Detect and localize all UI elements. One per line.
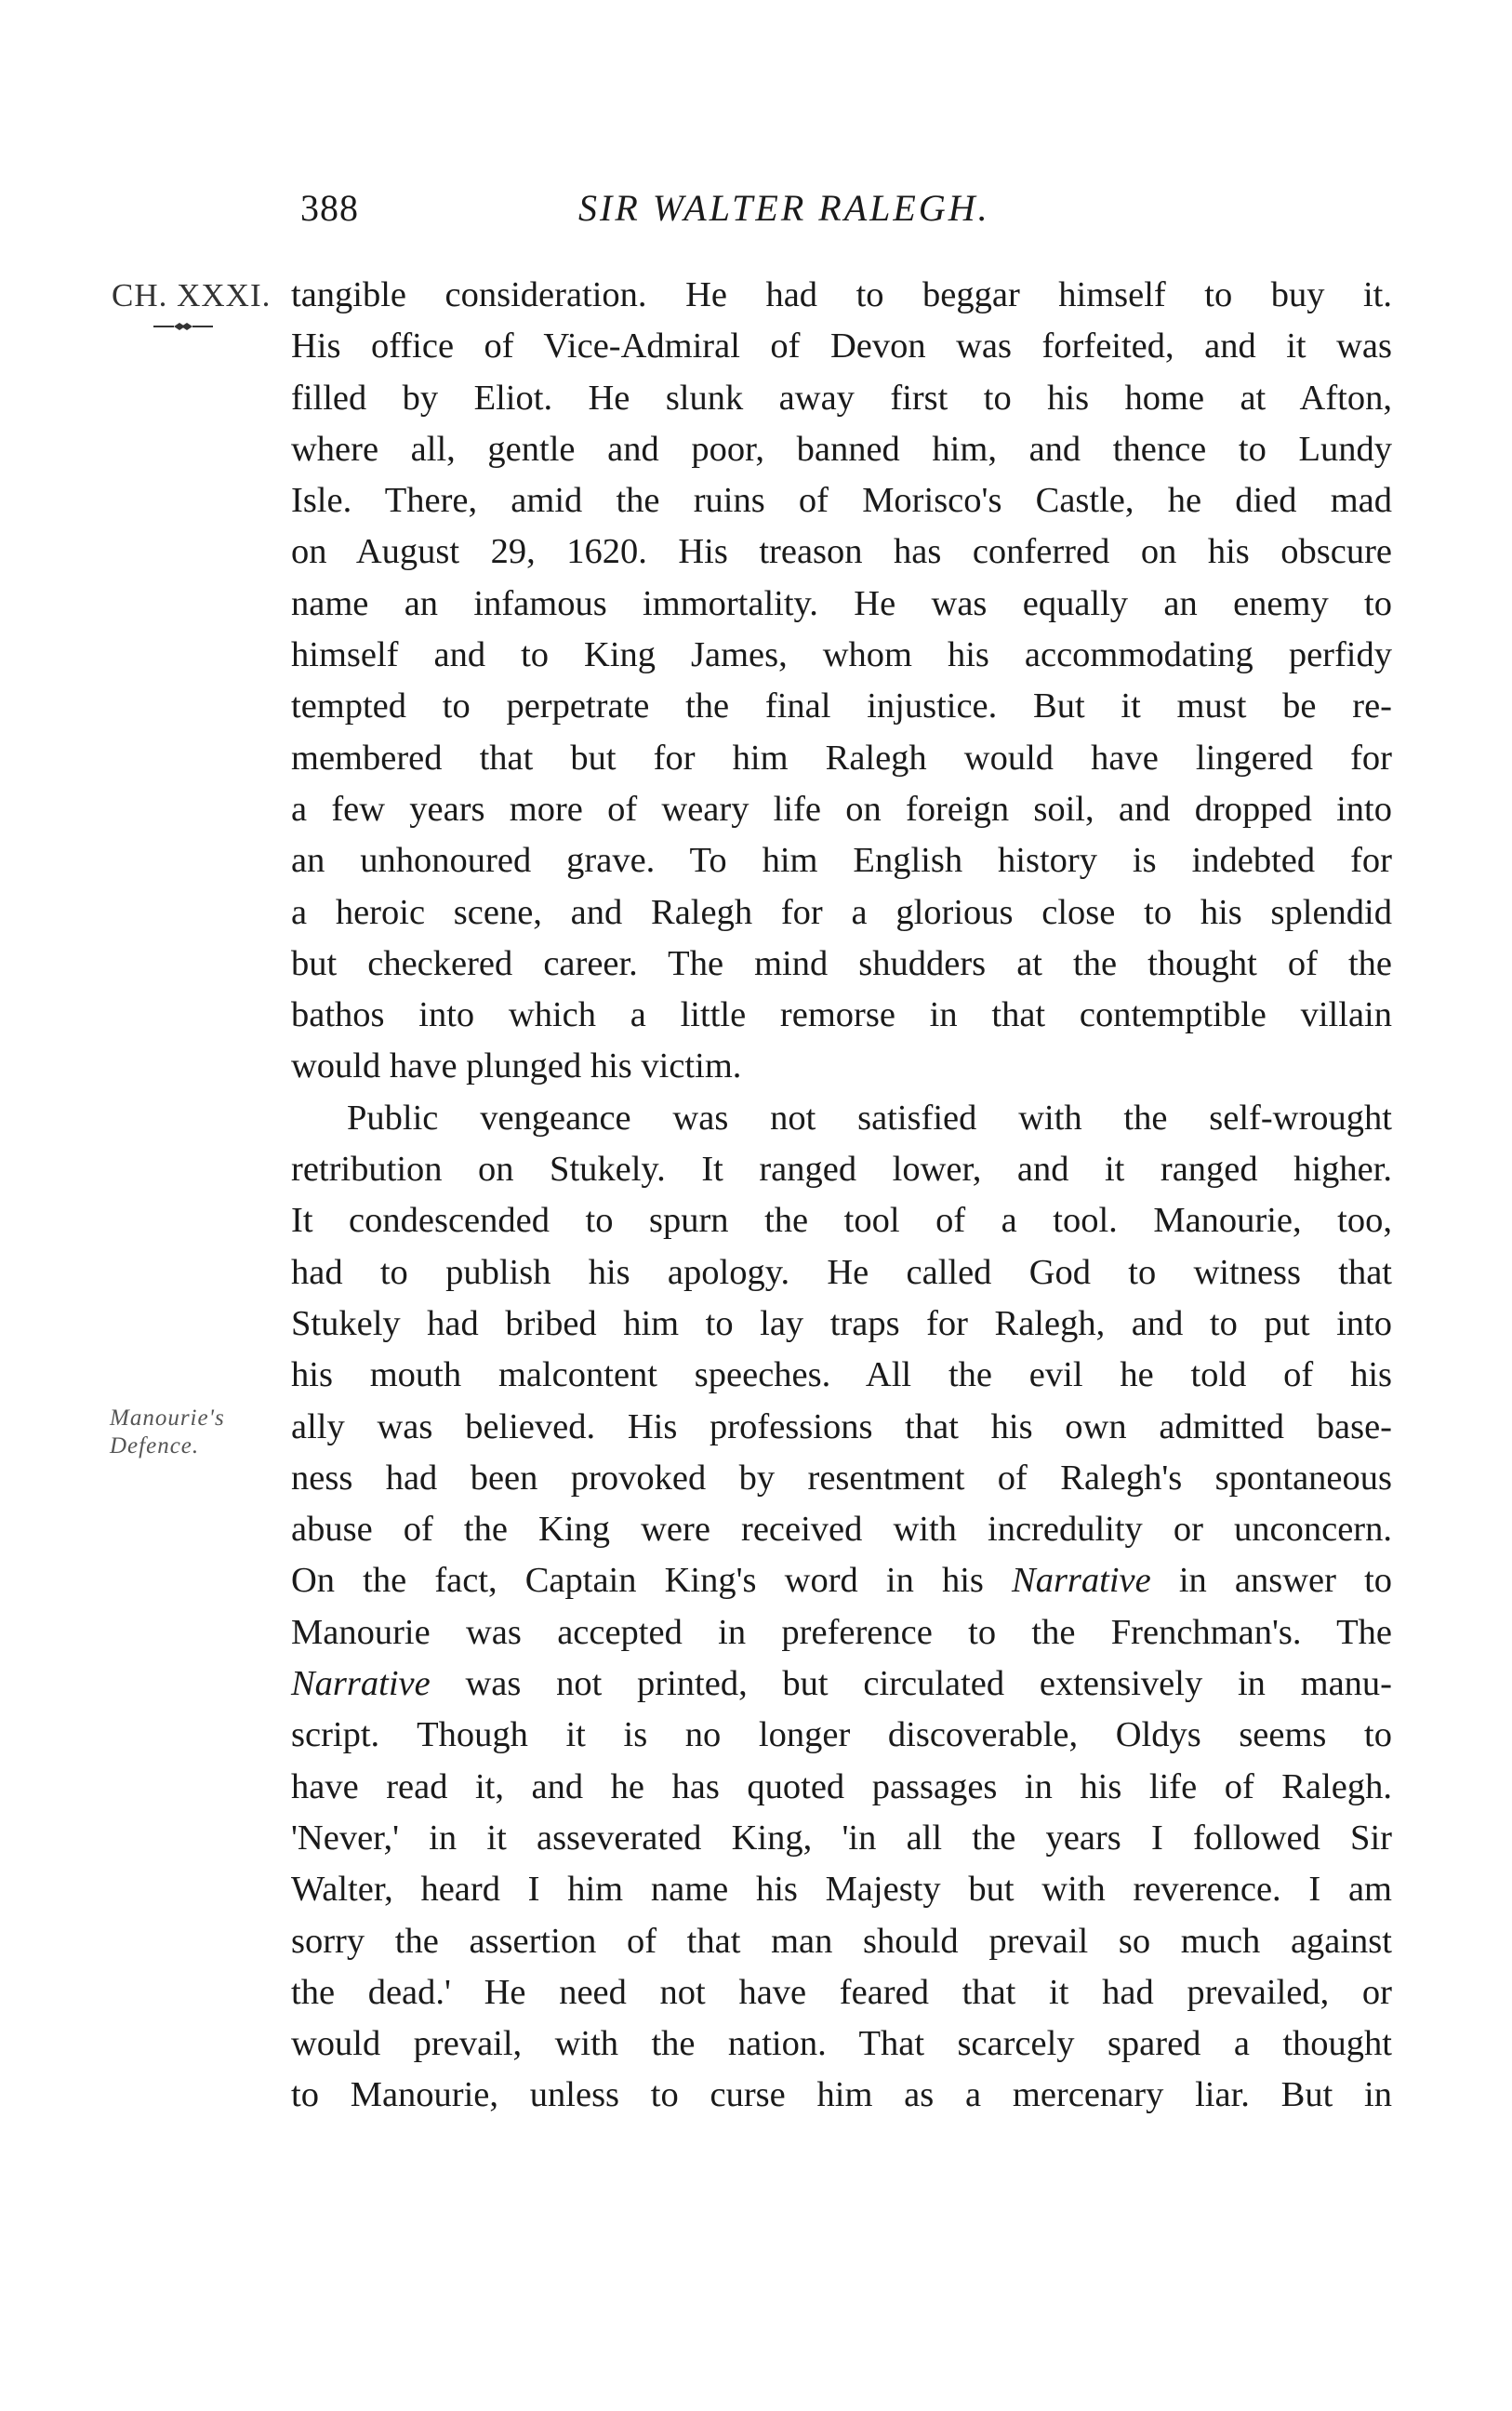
text-line-with-italic — [291, 1658, 1392, 1710]
text-line: Walter, heard I him name his Majesty but with reverence. I am — [291, 1870, 1392, 1910]
text-line: a few years more of weary life on foreign soil, and dropped into — [291, 789, 1392, 829]
text-line: where all, gentle and poor, banned him, and thence to Lundy — [291, 429, 1392, 469]
text-line: had to publish his apology. He called God to witness that — [291, 1252, 1392, 1292]
text-line: have read it, and he has quoted passages in his life of Ralegh. — [291, 1766, 1392, 1806]
body-text — [291, 270, 1392, 2122]
text-line: his mouth malcontent speeches. All the evil he told of his — [291, 1355, 1392, 1395]
text-fragment: was not printed, but circulated extensively in manu- — [465, 1664, 1392, 1704]
text-line: membered that but for him Ralegh would have lingered for — [291, 738, 1392, 778]
text-line: His office of Vice-Admiral of Devon was forfeited, and it was — [291, 326, 1392, 366]
text-fragment: in answer to — [1178, 1561, 1393, 1601]
text-fragment: On the fact, Captain King's word in his — [291, 1561, 984, 1601]
text-line: would prevail, with the nation. That scarcely spared a thought — [291, 2024, 1392, 2064]
running-title: SIR WALTER RALEGH. — [578, 187, 990, 229]
text-line: tempted to perpetrate the final injustice. But it must be re- — [291, 686, 1392, 726]
text-line: script. Though it is no longer discoverable, Oldys seems to — [291, 1715, 1392, 1755]
text-line: would have plunged his victim. — [291, 1046, 742, 1086]
page-number: 388 — [300, 187, 359, 229]
text-line: Manourie was accepted in preference to the Frenchman's. The — [291, 1612, 1392, 1652]
margin-note-line: Manourie's — [110, 1405, 225, 1431]
text-line: himself and to King James, whom his accommodating perfidy — [291, 635, 1392, 675]
text-line: an unhonoured grave. To him English history is indebted for — [291, 841, 1392, 881]
text-line: sorry the assertion of that man should prevail so much against — [291, 1921, 1392, 1961]
text-line: on August 29, 1620. His treason has conferred on his obscure — [291, 532, 1392, 572]
text-line: the dead.' He need not have feared that it had prevailed, or — [291, 1972, 1392, 2012]
ornament-icon — [153, 312, 213, 340]
italic-title: Narrative — [291, 1664, 431, 1704]
text-line: bathos into which a little remorse in that contemptible villain — [291, 995, 1392, 1035]
text-line: but checkered career. The mind shudders at the thought of the — [291, 943, 1392, 983]
text-line: ally was believed. His professions that his own admitted base- — [291, 1406, 1392, 1446]
text-line: filled by Eliot. He slunk away first to his home at Afton, — [291, 378, 1392, 418]
text-line: Stukely had bribed him to lay traps for Ralegh, and to put into — [291, 1303, 1392, 1343]
text-line: retribution on Stukely. It ranged lower, and it ranged higher. — [291, 1150, 1392, 1190]
text-line: It condescended to spurn the tool of a tool. Manourie, too, — [291, 1201, 1392, 1241]
text-line: name an infamous immortality. He was equally an enemy to — [291, 583, 1392, 623]
text-line: to Manourie, unless to curse him as a mercenary liar. But in — [291, 2075, 1392, 2115]
margin-note-line: Defence. — [110, 1433, 200, 1459]
text-line: abuse of the King were received with incredulity or unconcern. — [291, 1510, 1392, 1550]
text-line: ness had been provoked by resentment of Ralegh's spontaneous — [291, 1458, 1392, 1498]
text-line: tangible consideration. He had to beggar himself to buy it. — [291, 275, 1392, 314]
italic-title: Narrative — [1012, 1561, 1151, 1601]
chapter-marker: CH. XXXI. — [112, 277, 272, 313]
text-line: Isle. There, amid the ruins of Morisco's Castle, he died mad — [291, 481, 1392, 521]
text-line: 'Never,' in it asseverated King, 'in all the years I followed Sir — [291, 1818, 1392, 1858]
text-line: Public vengeance was not satisfied with the self-wrought — [347, 1098, 1392, 1138]
text-line-with-italic — [291, 1555, 1392, 1606]
text-line: a heroic scene, and Ralegh for a glorious close to his splendid — [291, 892, 1392, 932]
margin-note — [110, 1405, 277, 1460]
ornament-svg — [153, 320, 213, 333]
